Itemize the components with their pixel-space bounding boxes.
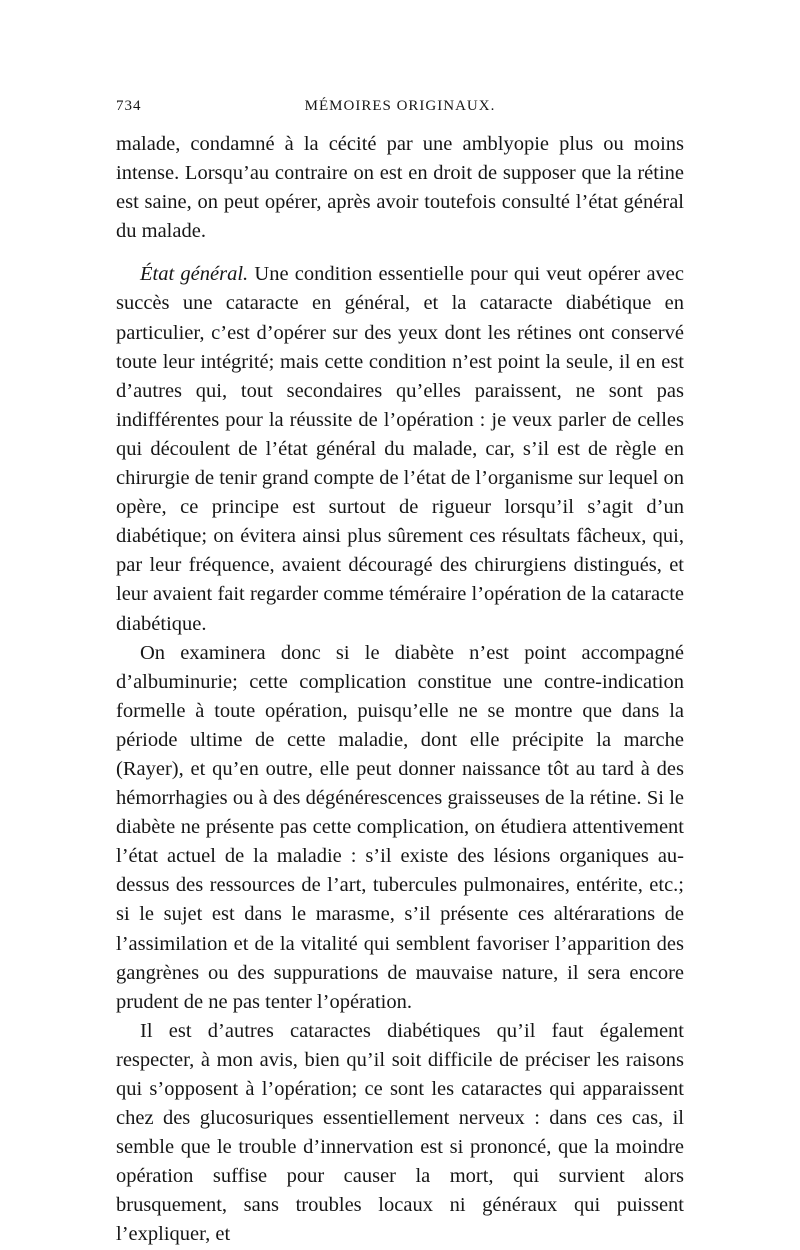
paragraph-text: Il est d’autres cataractes diabétiques qu’il faut également respecter, à mon avis, bien qu’il soit difficile de préciser les raisons qui s’opposent à l’opération; ce sont les cataractes qui apparaissent chez des glucosuriques essentiellement nerveux : dans ces cas, il semble que le trouble d’innervation est si prononcé, que la moindre opération suffise pour causer la mort, qui survient alors brusquement, sans troubles locaux ni généraux qui puissent l’expliquer, et <box>116 1019 684 1246</box>
running-title: MÉMOIRES ORIGINAUX. <box>304 98 496 114</box>
paragraph-continuation <box>116 130 684 246</box>
page-number: 734 <box>116 98 142 114</box>
section-heading: État général. <box>140 263 249 286</box>
running-head <box>116 98 684 120</box>
body-text <box>116 130 684 1250</box>
paragraph-etat-general <box>116 260 684 638</box>
paragraph-albuminurie <box>116 639 684 1017</box>
paragraph-text: On examinera donc si le diabète n’est point accompagné d’albuminurie; cette complication constitue une contre-indication formelle à toute opération, puisqu’elle ne se montre que dans la période ultime de cette maladie, dont elle précipite la marche (Rayer), et qu’en outre, elle peut donner naissance tôt au tard à des hémorrhagies ou à des dégénérescences graisseuses de la rétine. Si le diabète ne présente pas cette complication, on étudiera attentivement l’état actuel de la maladie : s’il existe des lésions organiques au-dessus des ressources de l’art, tubercules pulmonaires, entérite, etc.; si le sujet est dans le marasme, s’il présente ces altérarations de l’assimilation et de la vitalité qui semblent favoriser l’apparition des gangrènes ou des suppurations de mauvaise nature, il sera encore prudent de ne pas tenter l’opération. <box>116 641 684 1013</box>
paragraph-text: malade, condamné à la cécité par une amblyopie plus ou moins intense. Lorsqu’au contraire on est en droit de supposer que la rétine est saine, on peut opérer, après avoir toutefois consulté l’état général du malade. <box>116 133 684 243</box>
paragraph-text: Une condition essentielle pour qui veut opérer avec succès une cataracte en général, et la cataracte diabétique en particulier, c’est d’opérer sur des yeux dont les rétines ont conservé toute leur intégrité; mais cette condition n’est point la seule, il en est d’autres qui, tout secondaires qu’elles paraissent, ne sont pas indifférentes pour la réussite de l’opération : je veux parler de celles qui découlent de l’état général du malade, car, s’il est de règle en chirurgie de tenir grand compte de l’état de l’organisme sur lequel on opère, ce principe est surtout de rigueur lorsqu’il s’agit d’un diabétique; on évitera ainsi plus sûrement ces résultats fâcheux, qui, par leur fréquence, avaient découragé des chirurgiens distingués, et leur avaient fait regarder comme téméraire l’opération de la cataracte diabétique. <box>116 263 684 635</box>
